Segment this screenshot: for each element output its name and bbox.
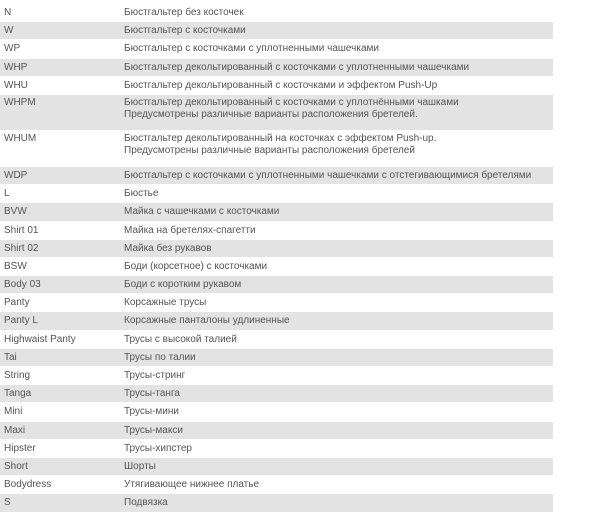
table-row [0,4,553,22]
description-cell [123,133,553,157]
table-row [0,222,553,240]
description-cell [123,497,553,509]
description-line: Бюстгальтер декольтированный с косточками и эффектом Push-Up [124,79,438,91]
table-row [0,22,553,40]
description-cell [123,297,553,309]
product-code-table [0,4,553,513]
description-line: Бюстгальтер без косточек [124,7,244,18]
description-cell [123,461,553,473]
description-cell [123,388,553,400]
code-cell: Short [4,460,28,472]
description-line: Бюстгальтер с косточками с уплотненными чашечками с отстегивающимися бретелями [124,169,532,181]
description-cell [123,443,553,455]
description-cell [123,243,553,255]
description-cell [123,352,553,364]
description-line: Трусы-макси [124,424,183,436]
table-row [0,403,553,421]
description-cell [123,43,553,55]
description-cell [123,188,553,200]
table-row [0,276,553,294]
description-line: Бюстгальтер декольтированный с косточками с уплотнёнными чашками [124,96,459,108]
description-line: Подвязка [124,497,168,509]
code-cell: Tai [4,351,17,363]
table-row [0,240,553,258]
description-line: Трусы по талии [124,351,196,363]
table-row [0,458,553,476]
code-cell: N [4,7,12,18]
code-cell: Shirt 02 [4,242,39,254]
table-row [0,131,553,167]
description-line: Корсажные панталоны удлиненные [124,315,290,327]
code-cell: WHPM [4,96,36,108]
description-cell [123,97,553,121]
description-cell [123,80,553,92]
description-cell [123,225,553,237]
description-cell [123,315,553,327]
table-row [0,185,553,203]
description-cell [123,406,553,418]
description-line: Корсажные трусы [124,297,207,309]
description-line: Трусы-танга [124,388,180,400]
description-line: Трусы-хипстер [124,442,192,454]
description-line: Майка на бретелях-спагетти [124,224,256,236]
description-cell [123,62,553,74]
table-row [0,494,553,512]
code-cell: Highwaist Panty [4,333,76,345]
description-cell [123,7,553,19]
code-cell: WHP [4,61,28,73]
description-cell [123,370,553,382]
description-line: Боди с коротким рукавом [124,279,242,291]
description-line: Предусмотрены различные варианты расположения бретелей [124,144,415,156]
description-line: Бюстгальтер декольтированный с косточками с уплотненными чашечками [124,61,470,73]
table-row [0,385,553,403]
table-row [0,349,553,367]
description-line: Бюстгальтер декольтированный на косточках с эффектом Push-up. [124,132,437,144]
code-cell: Hipster [4,442,36,454]
table-row [0,440,553,458]
code-cell: S [4,497,11,509]
code-cell: BSW [4,260,27,272]
code-cell: WHUM [4,132,37,144]
code-cell: L [4,188,10,200]
table-row [0,476,553,494]
description-cell [123,206,553,218]
code-cell: Tanga [4,388,32,400]
description-line: Бюстье [124,188,159,200]
description-cell [123,334,553,346]
table-row [0,367,553,385]
code-cell: BVW [4,206,27,218]
description-line: Шорты [124,460,156,472]
code-cell: String [4,370,31,381]
code-cell: W [4,25,14,37]
description-cell [123,170,553,182]
description-line: Трусы-стринг [124,370,186,381]
code-cell: Mini [4,406,23,418]
description-line: Майка без рукавов [124,242,212,254]
description-line: Трусы-мини [124,406,179,418]
description-cell [123,279,553,291]
description-cell [123,261,553,273]
description-line: Боди (корсетное) с косточками [124,260,268,272]
code-cell: Bodydress [4,479,52,491]
code-cell: Shirt 01 [4,224,39,236]
description-line: Трусы с высокой талией [124,333,237,345]
table-row [0,294,553,312]
description-line: Предусмотрены различные варианты расположения бретелей. [124,108,418,120]
table-row [0,422,553,440]
table-row [0,77,553,95]
description-cell [123,425,553,437]
table-row [0,95,553,131]
table-row [0,167,553,185]
description-cell [123,25,553,37]
table-row [0,59,553,77]
code-cell: WDP [4,169,28,181]
code-cell: Body 03 [4,279,41,291]
code-cell: WP [4,43,21,55]
description-line: Бюстгальтер с косточками с уплотненными чашечками [124,43,379,55]
code-cell: Panty [4,297,30,309]
code-cell: Panty L [4,315,38,327]
table-row [0,258,553,276]
description-cell [123,479,553,491]
table-row [0,40,553,58]
description-line: Утягивающее нижнее платье [124,479,260,491]
code-cell: WHU [4,79,28,91]
code-cell: Maxi [4,424,26,436]
table-row [0,331,553,349]
table-row [0,312,553,330]
table-row [0,203,553,221]
description-line: Бюстгальтер с косточками [124,25,246,37]
description-line: Майка с чашечками с косточками [124,206,280,218]
